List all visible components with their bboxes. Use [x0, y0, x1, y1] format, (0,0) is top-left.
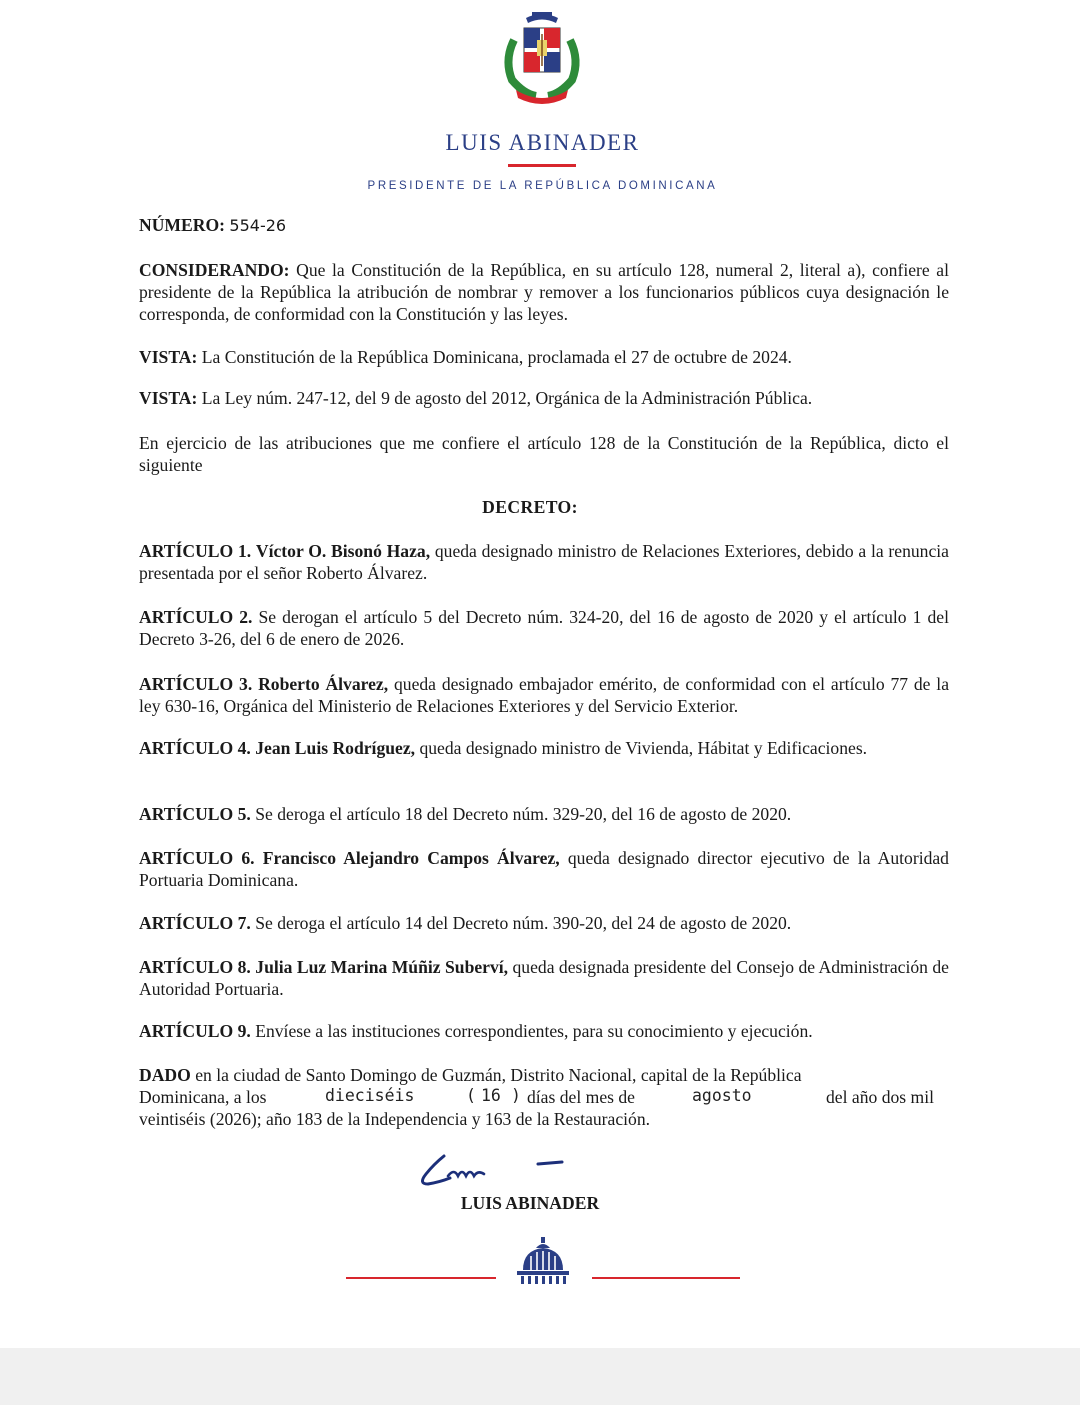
paren-open: (	[466, 1086, 476, 1105]
articulo-label: ARTÍCULO 8.	[139, 957, 251, 977]
articulo-label: ARTÍCULO 7.	[139, 913, 251, 933]
decreto-heading: DECRETO:	[482, 497, 578, 517]
articulo-paragraph	[139, 737, 949, 759]
handwritten-signature-icon	[410, 1150, 580, 1190]
vista-paragraph	[139, 346, 949, 368]
articulo-text: queda designado director ejecutivo de la Autoridad Portuaria Dominicana.	[139, 848, 949, 890]
day-in-words: dieciséis	[325, 1086, 415, 1105]
articulo-paragraph	[139, 912, 949, 934]
considerando-text: Que la Constitución de la República, en su artículo 128, numeral 2, literal a), confiere al presidente de la República la atribución de nombrar y remover a los funcionarios públicos cuya designación le corresponda, de conformidad con la Constitución y las leyes.	[139, 260, 949, 324]
numero-line	[139, 214, 949, 237]
articulo-paragraph	[139, 606, 949, 650]
articulo-label: ARTÍCULO 5.	[139, 804, 251, 824]
vista-label: VISTA:	[139, 388, 198, 408]
vista-text: La Ley núm. 247-12, del 9 de agosto del 2012, Orgánica de la Administración Pública.	[201, 388, 813, 408]
articulo-label: ARTÍCULO 9.	[139, 1021, 251, 1041]
header-name: LUIS ABINADER	[445, 130, 640, 155]
articulo-label: ARTÍCULO 2.	[139, 607, 253, 627]
ejercicio-paragraph: En ejercicio de las atribuciones que me confiere el artículo 128 de la Constitución de la República, dicto el siguiente	[139, 433, 949, 475]
articulo-text: Envíese a las instituciones correspondientes, para su conocimiento y ejecución.	[255, 1021, 813, 1041]
footer-divider-left	[346, 1277, 496, 1279]
numero-label: NÚMERO:	[139, 215, 226, 235]
articulo-text: queda designada presidente del Consejo de Administración de Autoridad Portuaria.	[139, 957, 949, 999]
articulo-label: ARTÍCULO 1.	[139, 541, 252, 561]
articulo-text: Se deroga el artículo 18 del Decreto núm. 329-20, del 16 de agosto de 2020.	[255, 804, 792, 824]
considerando-paragraph	[139, 259, 949, 325]
signatory-name: LUIS ABINADER	[460, 1193, 600, 1213]
dado-line-3: veintiséis (2026); año 183 de la Independencia y 163 de la Restauración.	[139, 1109, 651, 1129]
articulo-paragraph	[139, 673, 949, 717]
articulo-person: Jean Luis Rodríguez,	[255, 738, 416, 758]
articulo-paragraph	[139, 956, 949, 1000]
dado-label: DADO	[139, 1065, 191, 1085]
articulo-text: queda designado embajador emérito, de conformidad con el artículo 77 de la ley 630-16, Orgánica del Ministerio de Relaciones Exteriores y del Servicio Exterior.	[139, 674, 950, 716]
vista-label: VISTA:	[139, 347, 198, 367]
dado-middle-text: días del mes de	[527, 1087, 635, 1107]
articulo-person: Roberto Álvarez,	[258, 674, 389, 694]
articulo-paragraph	[139, 803, 949, 825]
vista-paragraph	[139, 387, 949, 409]
day-number: 16	[481, 1086, 501, 1105]
paren-close: )	[511, 1086, 521, 1105]
articulo-person: Julia Luz Marina Múñiz Suberví,	[255, 957, 509, 977]
articulo-text: Se derogan el artículo 5 del Decreto núm. 324-20, del 16 de agosto de 2020 y el artículo 1 del Decreto 3-26, del 6 de enero de 2026.	[139, 607, 949, 649]
viewer-bottom-bar	[0, 1348, 1080, 1405]
dado-year-text: del año dos mil	[826, 1087, 934, 1107]
header-title: PRESIDENTE DE LA REPÚBLICA DOMINICANA	[367, 180, 718, 192]
dado-line-2-start: Dominicana, a los	[139, 1087, 267, 1107]
articulo-paragraph	[139, 847, 949, 891]
palace-dome-icon	[515, 1236, 571, 1286]
considerando-label: CONSIDERANDO:	[139, 260, 290, 280]
articulo-text: Se deroga el artículo 14 del Decreto núm. 390-20, del 24 de agosto de 2020.	[255, 913, 792, 933]
articulo-person: Víctor O. Bisonó Haza,	[255, 541, 431, 561]
articulo-paragraph	[139, 1020, 949, 1042]
dado-line-1	[139, 1064, 949, 1086]
footer-divider-right	[592, 1277, 740, 1279]
articulo-person: Francisco Alejandro Campos Álvarez,	[262, 848, 560, 868]
month-name: agosto	[692, 1086, 752, 1105]
coat-of-arms-icon	[496, 10, 588, 106]
articulo-text: queda designado ministro de Relaciones Exteriores, debido a la renuncia presentada por el señor Roberto Álvarez.	[139, 541, 949, 583]
articulo-label: ARTÍCULO 6.	[139, 848, 255, 868]
articulo-label: ARTÍCULO 4.	[139, 738, 251, 758]
dado-text: en la ciudad de Santo Domingo de Guzmán, Distrito Nacional, capital de la República	[195, 1065, 802, 1085]
articulo-paragraph	[139, 540, 949, 584]
articulo-label: ARTÍCULO 3.	[139, 674, 253, 694]
vista-text: La Constitución de la República Dominicana, proclamada el 27 de octubre de 2024.	[201, 347, 792, 367]
header-divider	[508, 164, 576, 167]
articulo-text: queda designado ministro de Vivienda, Hábitat y Edificaciones.	[419, 738, 868, 758]
numero-value: 554-26	[229, 216, 287, 235]
